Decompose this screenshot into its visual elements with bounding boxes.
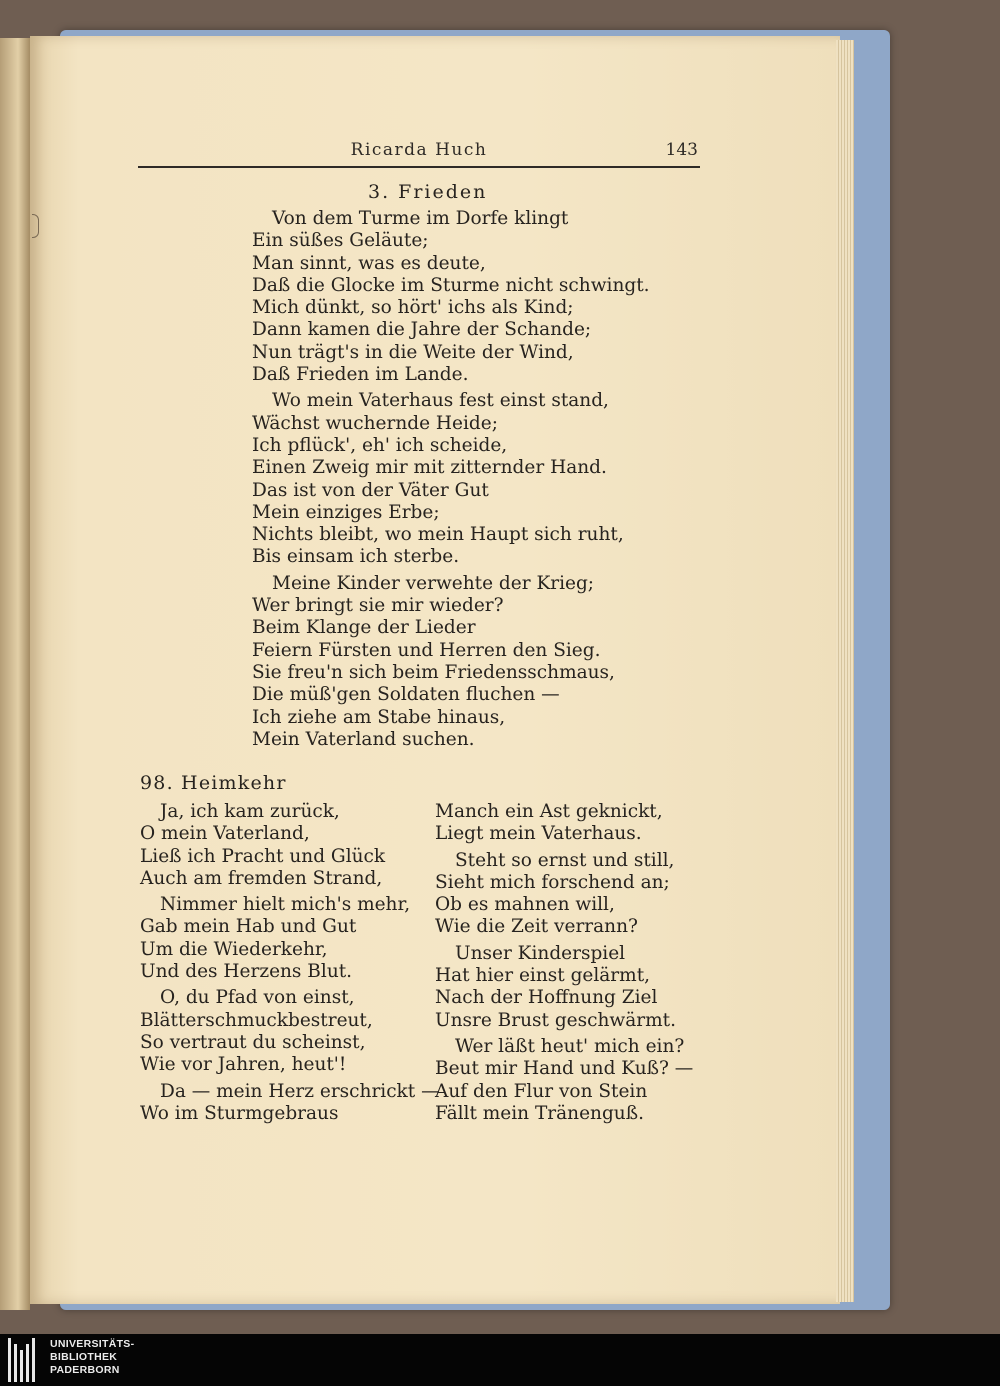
poem-line: Da — mein Herz erschrickt —: [160, 1080, 440, 1102]
poem-line: Nimmer hielt mich's mehr,: [160, 894, 411, 916]
poem-line: Fällt mein Tränenguß.: [435, 1102, 644, 1124]
stanza: [435, 943, 693, 1032]
stanza: [140, 987, 440, 1076]
poem-title-heimkehr: 98. Heimkehr: [140, 772, 287, 794]
poem-line: Mein einziges Erbe;: [252, 501, 440, 523]
stanza: [140, 801, 440, 890]
logo-line: UNIVERSITÄTS-: [50, 1338, 135, 1350]
poem-frieden: [252, 208, 650, 751]
poem-line: Wächst wuchernde Heide;: [252, 412, 498, 434]
poem-line: Auf den Flur von Stein: [435, 1080, 648, 1102]
poem-line: Auch am fremden Strand,: [140, 867, 383, 889]
poem-line: Wie die Zeit verrann?: [435, 916, 638, 938]
poem-line: Meine Kinder verwehte der Krieg;: [272, 572, 595, 594]
poem-line: Wer läßt heut' mich ein?: [455, 1035, 685, 1057]
library-logo-text: [50, 1338, 134, 1377]
stanza: [435, 850, 693, 939]
stanza: [252, 573, 650, 751]
poem-line: Und des Herzens Blut.: [140, 961, 353, 983]
poem-line: Wie vor Jahren, heut'!: [140, 1054, 347, 1076]
poem-line: Mein Vaterland suchen.: [252, 728, 475, 750]
poem-line: Ließ ich Pracht und Glück: [140, 845, 386, 867]
poem-line: Sieht mich forschend an;: [435, 871, 670, 893]
poem-line: Hat hier einst gelärmt,: [435, 965, 651, 987]
poem-line: Bis einsam ich sterbe.: [252, 546, 460, 568]
poem-heimkehr-left-column: [140, 801, 440, 1125]
poem-line: Wer bringt sie mir wieder?: [252, 595, 504, 617]
poem-line: Nichts bleibt, wo mein Haupt sich ruht,: [252, 524, 624, 546]
poem-line: Beut mir Hand und Kuß? —: [435, 1058, 694, 1080]
logo-line: PADERBORN: [50, 1364, 120, 1376]
left-page-edge: [0, 38, 30, 1310]
gutter-mark: [32, 214, 39, 238]
page-header: [138, 140, 700, 168]
page-stack-edge: [836, 40, 854, 1302]
running-head: Ricarda Huch: [350, 140, 488, 160]
poem-line: Steht so ernst und still,: [455, 849, 675, 871]
poem-line: Wo mein Vaterhaus fest einst stand,: [272, 390, 609, 412]
poem-line: Unser Kinderspiel: [455, 942, 626, 964]
poem-line: Feiern Fürsten und Herren den Sieg.: [252, 639, 601, 661]
poem-line: Ob es mahnen will,: [435, 894, 615, 916]
library-logo-icon: [8, 1338, 42, 1382]
footer-bar: [0, 1334, 1000, 1386]
stanza: [140, 894, 440, 983]
poem-line: Blätterschmuckbestreut,: [140, 1009, 373, 1031]
poem-line: Gab mein Hab und Gut: [140, 916, 357, 938]
poem-line: O mein Vaterland,: [140, 823, 310, 845]
page-number: 143: [665, 140, 698, 160]
poem-line: Ja, ich kam zurück,: [160, 801, 340, 822]
poem-line: So vertraut du scheinst,: [140, 1031, 366, 1053]
poem-line: Wo im Sturmgebraus: [140, 1102, 339, 1124]
stanza: [435, 801, 693, 846]
poem-line: Nun trägt's in die Weite der Wind,: [252, 341, 574, 363]
section-title: 3. Frieden: [368, 181, 488, 203]
poem-line: Unsre Brust geschwärmt.: [435, 1009, 676, 1031]
poem-line: Daß Frieden im Lande.: [252, 364, 469, 386]
poem-line: Das ist von der Väter Gut: [252, 479, 489, 501]
poem-line: Dann kamen die Jahre der Schande;: [252, 319, 592, 341]
poem-heimkehr-right-column: [435, 801, 693, 1125]
poem-line: Liegt mein Vaterhaus.: [435, 823, 642, 845]
poem-line: Beim Klange der Lieder: [252, 617, 476, 639]
stanza: [252, 208, 650, 386]
poem-line: Manch ein Ast geknickt,: [435, 801, 663, 822]
stanza: [140, 1081, 440, 1126]
poem-line: Die müß'gen Soldaten fluchen —: [252, 684, 560, 706]
poem-line: Man sinnt, was es deute,: [252, 252, 486, 274]
poem-line: Ein süßes Geläute;: [252, 230, 429, 252]
poem-line: O, du Pfad von einst,: [160, 987, 355, 1009]
stanza: [252, 390, 650, 568]
stanza: [435, 1036, 693, 1125]
poem-line: Mich dünkt, so hört' ichs als Kind;: [252, 297, 574, 319]
poem-line: Sie freu'n sich beim Friedensschmaus,: [252, 661, 615, 683]
poem-line: Nach der Hoffnung Ziel: [435, 987, 658, 1009]
logo-line: BIBLIOTHEK: [50, 1351, 118, 1363]
poem-line: Von dem Turme im Dorfe klingt: [272, 208, 569, 229]
poem-line: Einen Zweig mir mit zitternder Hand.: [252, 457, 607, 479]
poem-line: Ich ziehe am Stabe hinaus,: [252, 706, 506, 728]
poem-line: Daß die Glocke im Sturme nicht schwingt.: [252, 274, 650, 296]
poem-line: Ich pflück', eh' ich scheide,: [252, 434, 508, 456]
poem-line: Um die Wiederkehr,: [140, 938, 328, 960]
